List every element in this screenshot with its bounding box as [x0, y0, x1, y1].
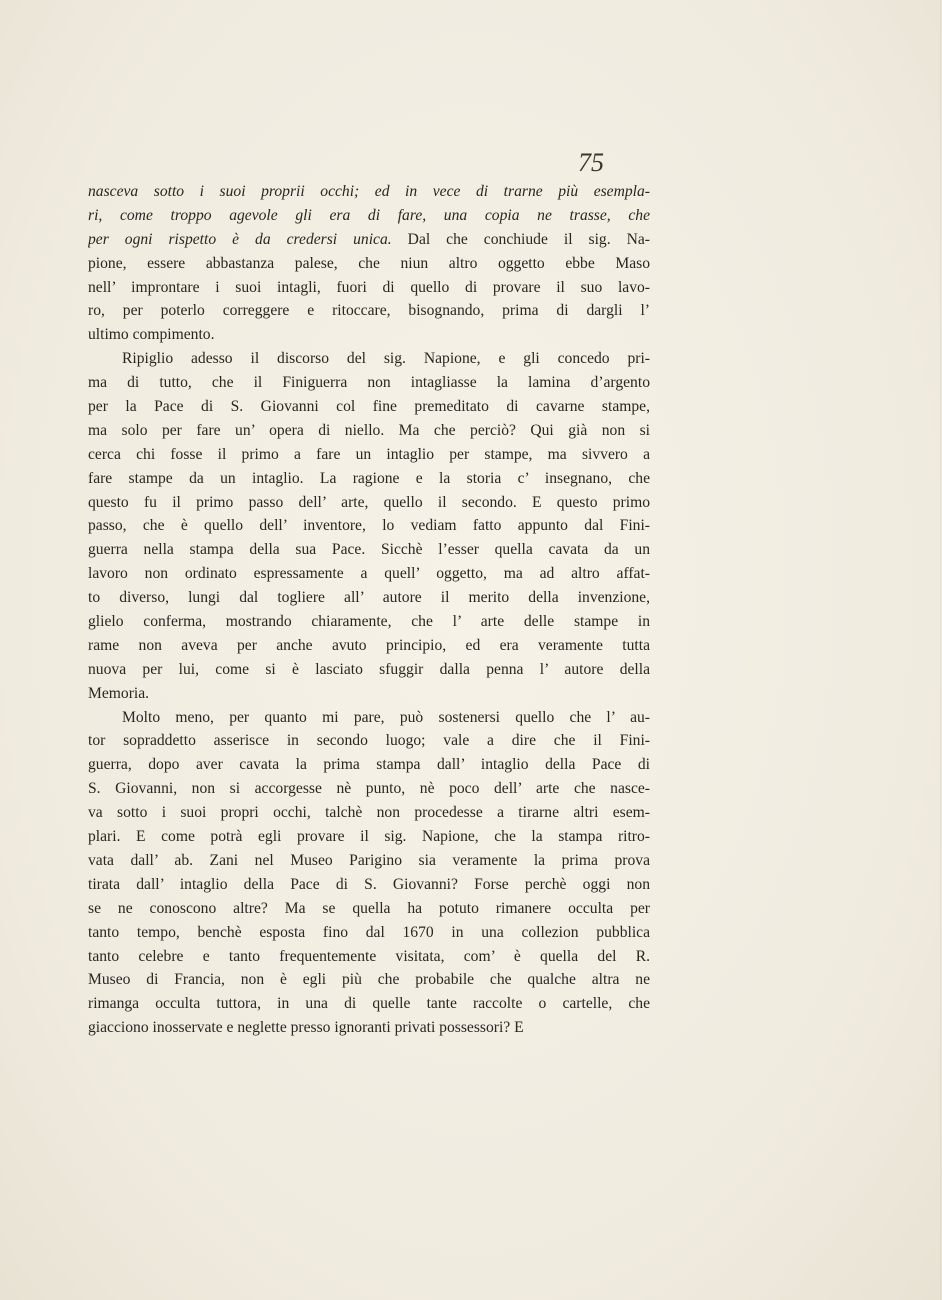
text-line — [88, 276, 650, 300]
text-line — [88, 299, 650, 323]
text-segment: fare stampe da un intaglio. La ragione e la storia c’ insegnano, che — [88, 469, 650, 487]
text-segment: glielo conferma, mostrando chiaramente, che l’ arte delle stampe in — [88, 613, 650, 631]
text-line — [88, 180, 650, 204]
text-segment: tanto tempo, benchè esposta fino dal 1670 in una collezion pubblica — [88, 923, 650, 941]
text-segment: Dal che conchiude il sig. Na- — [391, 230, 650, 248]
text-segment: Ripiglio adesso il discorso del sig. Napione, e gli concedo pri- — [122, 350, 650, 368]
text-segment: cerca chi fosse il primo a fare un intaglio per stampe, ma sivvero a — [88, 445, 650, 463]
text-line — [88, 395, 650, 419]
text-line — [88, 491, 650, 515]
text-segment: tor sopraddetto asserisce in secondo luogo; vale a dire che il Fini- — [88, 732, 650, 750]
text-segment: to diverso, lungi dal togliere all’ autore il merito della invenzione, — [88, 589, 650, 607]
text-line — [88, 252, 650, 276]
text-line — [88, 443, 650, 467]
text-line — [88, 992, 650, 1016]
text-segment: rame non aveva per anche avuto principio, ed era veramente tutta — [88, 636, 650, 654]
text-segment: vata dall’ ab. Zani nel Museo Parigino sia veramente la prima prova — [88, 851, 650, 869]
text-line — [88, 204, 650, 228]
italic-text: ri, come troppo agevole gli era di fare, una copia ne trasse, che — [88, 206, 650, 224]
text-line — [88, 682, 650, 706]
text-segment: per la Pace di S. Giovanni col fine premeditato di cavarne stampe, — [88, 398, 650, 416]
text-line — [88, 873, 650, 897]
text-line — [88, 586, 650, 610]
text-line — [88, 801, 650, 825]
text-line — [88, 921, 650, 945]
text-segment: guerra, dopo aver cavata la prima stampa dall’ intaglio della Pace di — [88, 756, 650, 774]
text-segment: va sotto i suoi propri occhi, talchè non procedesse a tirarne altri esem- — [88, 804, 650, 822]
text-segment: Molto meno, per quanto mi pare, può sostenersi quello che l’ au- — [122, 708, 650, 726]
text-segment: questo fu il primo passo dell’ arte, quello il secondo. E questo primo — [88, 493, 650, 511]
text-line — [88, 1016, 650, 1040]
text-segment: nell’ improntare i suoi intagli, fuori di quello di provare il suo lavo- — [88, 278, 650, 296]
text-segment: guerra nella stampa della sua Pace. Sicchè l’esser quella cavata da un — [88, 541, 650, 559]
text-line — [88, 371, 650, 395]
text-segment: S. Giovanni, non si accorgesse nè punto, nè poco dell’ arte che nasce- — [88, 780, 650, 798]
text-segment: Memoria. — [88, 684, 150, 702]
text-line — [88, 897, 650, 921]
body-text — [88, 180, 650, 1040]
text-segment: ro, per poterlo correggere e ritoccare, bisognando, prima di dargli l’ — [88, 302, 650, 320]
italic-text: per ogni rispetto è da credersi unica. — [88, 230, 392, 248]
text-segment: nuova per lui, come si è lasciato sfuggir dalla penna l’ autore della — [88, 660, 650, 678]
text-line — [88, 825, 650, 849]
text-segment: pione, essere abbastanza palese, che niun altro oggetto ebbe Maso — [88, 254, 650, 272]
text-line — [88, 968, 650, 992]
text-segment: ma di tutto, che il Finiguerra non intagliasse la lamina d’argento — [88, 374, 650, 392]
text-line — [88, 347, 650, 371]
text-line — [88, 706, 650, 730]
text-line — [88, 634, 650, 658]
text-line — [88, 610, 650, 634]
text-line — [88, 514, 650, 538]
text-line — [88, 538, 650, 562]
text-line — [88, 467, 650, 491]
text-segment: ma solo per fare un’ opera di niello. Ma che perciò? Qui già non si — [88, 421, 650, 439]
text-line — [88, 777, 650, 801]
text-segment: lavoro non ordinato espressamente a quell’ oggetto, ma ad altro affat- — [88, 565, 650, 583]
text-line — [88, 658, 650, 682]
text-segment: tirata dall’ intaglio della Pace di S. Giovanni? Forse perchè oggi non — [88, 875, 650, 893]
text-line — [88, 419, 650, 443]
text-segment: plari. E come potrà egli provare il sig. Napione, che la stampa ritro- — [88, 828, 650, 846]
text-line — [88, 228, 650, 252]
italic-text: nasceva sotto i suoi proprii occhi; ed in vece di trarne più esempla- — [88, 183, 650, 200]
text-segment: Museo di Francia, non è egli più che probabile che qualche altra ne — [88, 971, 650, 989]
text-segment: tanto celebre e tanto frequentemente visitata, com’ è quella del R. — [88, 947, 650, 965]
page-edge — [940, 0, 941, 1300]
text-segment: giacciono inosservate e neglette presso ignoranti privati possessori? E — [88, 1019, 524, 1037]
text-segment: rimanga occulta tuttora, in una di quelle tante raccolte o cartelle, che — [88, 995, 650, 1013]
paragraph — [88, 706, 650, 1040]
text-segment: ultimo compimento. — [88, 326, 215, 344]
paragraph — [88, 347, 650, 705]
paragraph — [88, 180, 650, 347]
text-segment: se ne conoscono altre? Ma se quella ha potuto rimanere occulta per — [88, 899, 650, 917]
text-line — [88, 729, 650, 753]
text-segment: passo, che è quello dell’ inventore, lo vediam fatto appunto dal Fini- — [88, 517, 650, 535]
text-line — [88, 945, 650, 969]
text-line — [88, 753, 650, 777]
text-line — [88, 849, 650, 873]
page-number: 75 — [578, 148, 604, 177]
text-line — [88, 562, 650, 586]
text-line — [88, 323, 650, 347]
